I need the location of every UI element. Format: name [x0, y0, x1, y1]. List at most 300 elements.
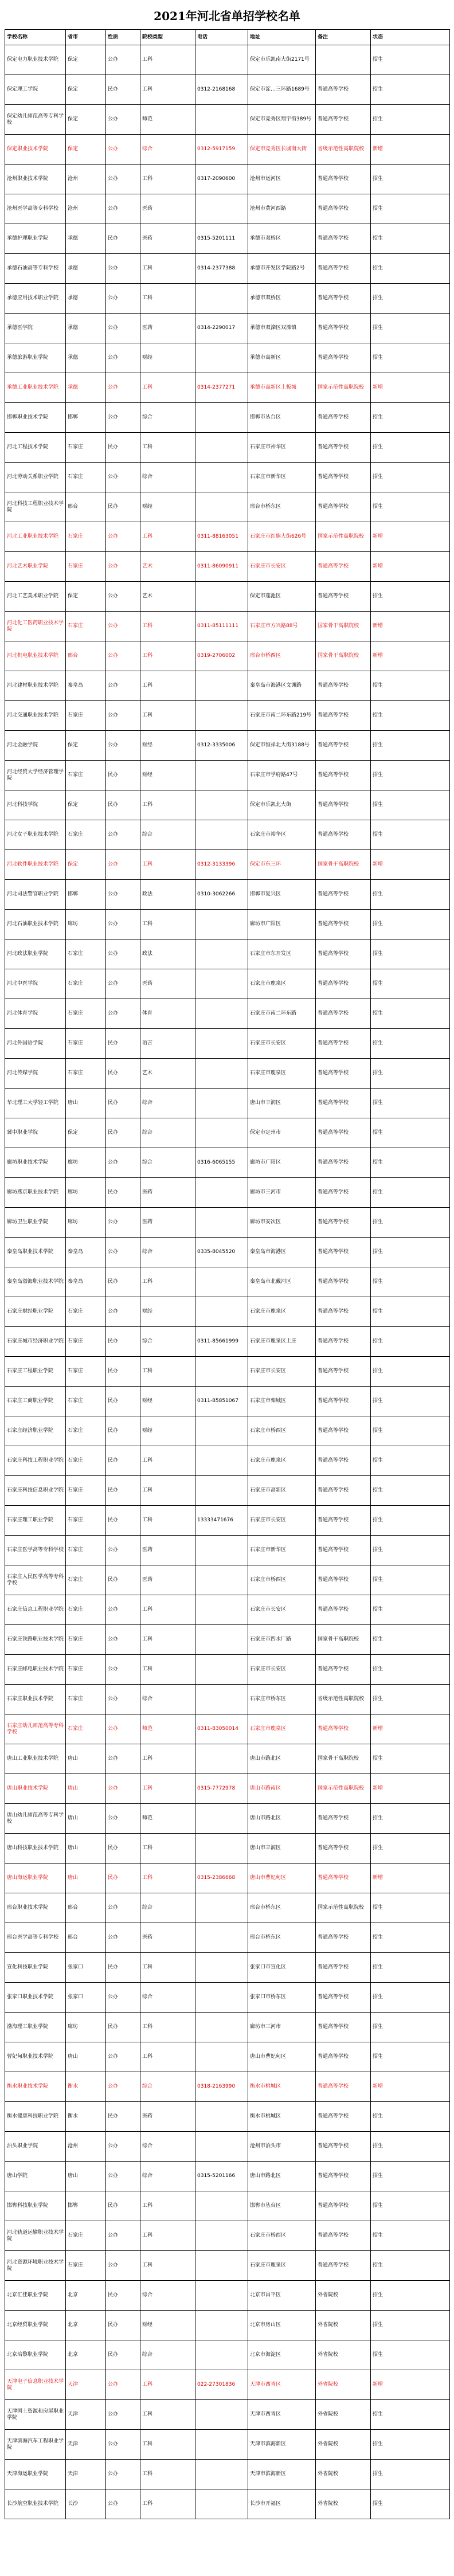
nature-cell: 民办 — [106, 492, 140, 522]
address-cell: 廊坊市三河市 — [248, 1178, 316, 1208]
status-cell: 招生 — [371, 969, 450, 999]
school-name-cell: 河北科技工程职业技术学院 — [5, 492, 66, 522]
address-cell: 保定市定州市 — [248, 1118, 316, 1148]
address-cell: 石家庄市桥西区 — [248, 1565, 316, 1595]
province-cell: 唐山 — [66, 1834, 106, 1864]
status-cell: 招生 — [371, 939, 450, 969]
status-cell: 招生 — [371, 820, 450, 850]
remarks-cell: 普通高等学校 — [316, 1357, 371, 1387]
type-cell: 综合 — [140, 1327, 195, 1357]
status-cell: 招生 — [371, 671, 450, 701]
status-cell: 新增 — [371, 2072, 450, 2102]
type-cell: 工科 — [140, 612, 195, 641]
table-row — [5, 2460, 450, 2489]
status-cell: 新增 — [371, 2370, 450, 2400]
status-cell: 招生 — [371, 1565, 450, 1595]
province-cell: 唐山 — [66, 1089, 106, 1118]
school-name-cell: 沧州医学高等专科学校 — [5, 194, 66, 224]
type-cell: 医药 — [140, 1178, 195, 1208]
province-cell: 石家庄 — [66, 1387, 106, 1416]
nature-cell: 民办 — [106, 1059, 140, 1089]
school-name-cell: 邯郸科技职业学院 — [5, 2191, 66, 2221]
province-cell: 石家庄 — [66, 1476, 106, 1506]
school-name-cell: 石家庄邮电职业技术学院 — [5, 1655, 66, 1685]
school-name-cell: 石家庄科技工程职业学院 — [5, 1446, 66, 1476]
nature-cell: 公办 — [106, 1923, 140, 1953]
remarks-cell: 普通高等学校 — [316, 671, 371, 701]
table-row — [5, 1297, 450, 1327]
phone-cell — [195, 2340, 248, 2370]
province-cell: 唐山 — [66, 1864, 106, 1893]
address-cell: 石家庄市新华区 — [248, 1536, 316, 1565]
status-cell: 招生 — [371, 1983, 450, 2013]
remarks-cell: 普通高等学校 — [316, 731, 371, 761]
school-name-cell: 河北交通职业技术学院 — [5, 701, 66, 731]
province-cell: 天津 — [66, 2460, 106, 2489]
type-cell: 财经 — [140, 1387, 195, 1416]
phone-cell: 0314-2377271 — [195, 373, 248, 403]
address-cell: 承德市开发区学院路2号 — [248, 254, 316, 284]
table-row — [5, 135, 450, 165]
nature-cell: 公办 — [106, 582, 140, 612]
nature-cell: 公办 — [106, 850, 140, 880]
status-cell: 招生 — [371, 2311, 450, 2340]
phone-cell — [195, 1208, 248, 1238]
remarks-cell: 省级示范性高职院校 — [316, 1685, 371, 1714]
address-cell: 天津市西青区 — [248, 2370, 316, 2400]
province-cell: 唐山 — [66, 1744, 106, 1774]
type-cell: 财经 — [140, 2311, 195, 2340]
address-cell: 石家庄市鹿泉区 — [248, 1446, 316, 1476]
province-cell: 唐山 — [66, 2162, 106, 2191]
status-cell: 招生 — [371, 701, 450, 731]
table-row — [5, 224, 450, 254]
province-cell: 廊坊 — [66, 910, 106, 939]
address-cell: 唐山市丰润区 — [248, 1089, 316, 1118]
phone-cell: 0315-5201111 — [195, 224, 248, 254]
remarks-cell: 外省院校 — [316, 2340, 371, 2370]
phone-cell — [195, 492, 248, 522]
type-cell: 艺术 — [140, 1059, 195, 1089]
phone-cell — [195, 1655, 248, 1685]
phone-cell — [195, 1536, 248, 1565]
school-name-cell: 河北劳动关系职业学院 — [5, 463, 66, 492]
school-name-cell: 承德工业职业技术学院 — [5, 373, 66, 403]
phone-cell — [195, 1565, 248, 1595]
table-row — [5, 2340, 450, 2370]
province-cell: 石家庄 — [66, 463, 106, 492]
nature-cell: 民办 — [106, 761, 140, 790]
status-cell: 招生 — [371, 1655, 450, 1685]
remarks-cell: 普通高等学校 — [316, 254, 371, 284]
remarks-cell: 外省院校 — [316, 2460, 371, 2489]
nature-cell: 公办 — [106, 45, 140, 75]
school-name-cell: 秦皇岛渤海职业技术学院 — [5, 1267, 66, 1297]
remarks-cell: 国家骨干高职院校 — [316, 612, 371, 641]
phone-cell — [195, 1178, 248, 1208]
status-cell: 招生 — [371, 2191, 450, 2221]
school-name-cell: 石家庄理工职业学院 — [5, 1506, 66, 1536]
phone-cell — [195, 671, 248, 701]
status-cell: 新增 — [371, 522, 450, 552]
remarks-cell: 国家示范性高职院校 — [316, 373, 371, 403]
remarks-cell: 普通高等学校 — [316, 433, 371, 463]
address-cell: 石家庄市鹿泉区 — [248, 1059, 316, 1089]
school-name-cell: 沧州职业技术学院 — [5, 165, 66, 194]
nature-cell: 公办 — [106, 284, 140, 314]
remarks-cell: 普通高等学校 — [316, 1655, 371, 1685]
phone-cell: 0312-5917159 — [195, 135, 248, 165]
status-cell: 招生 — [371, 1536, 450, 1565]
school-name-cell: 邯郸职业技术学院 — [5, 403, 66, 433]
school-name-cell: 保定幼儿师范高等专科学校 — [5, 105, 66, 135]
type-cell: 财经 — [140, 1297, 195, 1327]
table-row — [5, 2430, 450, 2460]
table-row — [5, 1148, 450, 1178]
table-row — [5, 1118, 450, 1148]
phone-cell — [195, 343, 248, 373]
province-cell: 承德 — [66, 224, 106, 254]
remarks-cell: 普通高等学校 — [316, 463, 371, 492]
school-name-cell: 保定理工学院 — [5, 75, 66, 105]
table-row — [5, 552, 450, 582]
remarks-cell: 普通高等学校 — [316, 552, 371, 582]
table-row — [5, 2013, 450, 2042]
school-name-cell: 石家庄科技信息职业学院 — [5, 1476, 66, 1506]
school-name-cell: 承德应用技术职业学院 — [5, 284, 66, 314]
type-cell: 工科 — [140, 2370, 195, 2400]
phone-cell: 0311-85111111 — [195, 612, 248, 641]
province-cell: 保定 — [66, 135, 106, 165]
table-row — [5, 1923, 450, 1953]
province-cell: 廊坊 — [66, 2013, 106, 2042]
province-cell: 石家庄 — [66, 701, 106, 731]
address-cell: 保定市淀…三环路1689号 — [248, 75, 316, 105]
province-cell: 石家庄 — [66, 999, 106, 1029]
table-row — [5, 969, 450, 999]
school-list-table — [5, 29, 450, 2519]
address-cell: 唐山市路南区 — [248, 1774, 316, 1804]
remarks-cell: 普通高等学校 — [316, 1118, 371, 1148]
nature-cell: 公办 — [106, 135, 140, 165]
school-name-cell: 承德旅游职业学院 — [5, 343, 66, 373]
nature-cell: 公办 — [106, 671, 140, 701]
nature-cell: 公办 — [106, 641, 140, 671]
address-cell: 石家庄市鹿泉区 — [248, 1297, 316, 1327]
school-name-cell: 承德护理职业学院 — [5, 224, 66, 254]
table-row — [5, 1387, 450, 1416]
phone-cell — [195, 1476, 248, 1506]
school-name-cell: 河北女子职业技术学院 — [5, 820, 66, 850]
nature-cell: 公办 — [106, 1208, 140, 1238]
phone-cell: 0311-85851067 — [195, 1387, 248, 1416]
nature-cell: 公办 — [106, 820, 140, 850]
address-cell: 唐山市路北区 — [248, 1744, 316, 1774]
address-cell: 廊坊市三河市 — [248, 2013, 316, 2042]
phone-cell — [195, 1744, 248, 1774]
status-cell: 招生 — [371, 1238, 450, 1267]
remarks-cell — [316, 45, 371, 75]
school-name-cell: 廊坊卫生职业学院 — [5, 1208, 66, 1238]
province-cell: 承德 — [66, 373, 106, 403]
province-cell: 石家庄 — [66, 1625, 106, 1655]
phone-cell — [195, 1267, 248, 1297]
table-row — [5, 254, 450, 284]
address-cell: 石家庄市四水厂路 — [248, 1625, 316, 1655]
address-cell: 石家庄市鹿泉区 — [248, 2251, 316, 2281]
nature-cell: 公办 — [106, 2072, 140, 2102]
remarks-cell: 普通高等学校 — [316, 2221, 371, 2251]
table-row — [5, 284, 450, 314]
phone-cell — [195, 1625, 248, 1655]
table-row — [5, 2221, 450, 2251]
phone-cell — [195, 2132, 248, 2162]
status-cell: 招生 — [371, 433, 450, 463]
province-cell: 承德 — [66, 343, 106, 373]
address-cell: 石家庄市长安区 — [248, 1029, 316, 1059]
header-school-type: 院校类型 — [140, 30, 195, 45]
remarks-cell: 普通高等学校 — [316, 969, 371, 999]
province-cell: 石家庄 — [66, 1565, 106, 1595]
type-cell: 工科 — [140, 2251, 195, 2281]
address-cell: 廊坊市广阳区 — [248, 910, 316, 939]
address-cell: 保定市恒祥北大街3188号 — [248, 731, 316, 761]
address-cell: 廊坊市安次区 — [248, 1208, 316, 1238]
nature-cell: 公办 — [106, 1595, 140, 1625]
nature-cell: 公办 — [106, 612, 140, 641]
nature-cell: 公办 — [106, 910, 140, 939]
nature-cell: 民办 — [106, 1387, 140, 1416]
table-row — [5, 2370, 450, 2400]
province-cell: 石家庄 — [66, 1714, 106, 1744]
school-name-cell: 北京经贸职业学院 — [5, 2311, 66, 2340]
school-name-cell: 天津国土资源和房屋职业学院 — [5, 2400, 66, 2430]
type-cell: 工科 — [140, 1655, 195, 1685]
remarks-cell: 普通高等学校 — [316, 1267, 371, 1297]
remarks-cell: 外省院校 — [316, 2370, 371, 2400]
address-cell: 承德市高新区上板城 — [248, 373, 316, 403]
table-row — [5, 1208, 450, 1238]
type-cell: 工科 — [140, 790, 195, 820]
remarks-cell: 国家骨干高职院校 — [316, 641, 371, 671]
phone-cell: 0318-2163990 — [195, 2072, 248, 2102]
nature-cell: 公办 — [106, 1536, 140, 1565]
type-cell: 体育 — [140, 999, 195, 1029]
table-row — [5, 1416, 450, 1446]
province-cell: 唐山 — [66, 1774, 106, 1804]
province-cell: 北京 — [66, 2340, 106, 2370]
type-cell: 医药 — [140, 969, 195, 999]
address-cell: 石家庄市高新区 — [248, 1476, 316, 1506]
province-cell: 石家庄 — [66, 1327, 106, 1357]
remarks-cell: 普通高等学校 — [316, 1148, 371, 1178]
type-cell: 工科 — [140, 522, 195, 552]
remarks-cell: 国家骨干高职院校 — [316, 1625, 371, 1655]
type-cell: 师范 — [140, 1714, 195, 1744]
phone-cell — [195, 194, 248, 224]
phone-cell — [195, 105, 248, 135]
address-cell: 衡水市桃城区 — [248, 2072, 316, 2102]
school-name-cell: 张家口职业技术学院 — [5, 1983, 66, 2013]
address-cell: 石家庄市裕华区 — [248, 433, 316, 463]
remarks-cell: 普通高等学校 — [316, 1714, 371, 1744]
type-cell: 综合 — [140, 1238, 195, 1267]
nature-cell: 公办 — [106, 254, 140, 284]
nature-cell: 公办 — [106, 1983, 140, 2013]
phone-cell — [195, 45, 248, 75]
status-cell: 招生 — [371, 731, 450, 761]
nature-cell: 民办 — [106, 1327, 140, 1357]
status-cell: 招生 — [371, 1059, 450, 1089]
status-cell: 招生 — [371, 2340, 450, 2370]
school-name-cell: 天津滨海汽车工程职业学院 — [5, 2430, 66, 2460]
status-cell: 招生 — [371, 999, 450, 1029]
table-row — [5, 641, 450, 671]
type-cell: 医药 — [140, 1565, 195, 1595]
table-row — [5, 2042, 450, 2072]
school-name-cell: 衡水健康科技职业学院 — [5, 2102, 66, 2132]
school-name-cell: 河北石油职业技术学院 — [5, 910, 66, 939]
province-cell: 邯郸 — [66, 2191, 106, 2221]
school-name-cell: 天津电子信息职业技术学院 — [5, 2370, 66, 2400]
remarks-cell: 国家示范性高职院校 — [316, 522, 371, 552]
status-cell: 招生 — [371, 1387, 450, 1416]
province-cell: 保定 — [66, 850, 106, 880]
remarks-cell: 普通高等学校 — [316, 1804, 371, 1834]
province-cell: 邯郸 — [66, 880, 106, 910]
type-cell: 工科 — [140, 45, 195, 75]
province-cell: 石家庄 — [66, 761, 106, 790]
address-cell: 邢台市桥东区 — [248, 1893, 316, 1923]
type-cell: 综合 — [140, 1089, 195, 1118]
school-name-cell: 河北建材职业技术学院 — [5, 671, 66, 701]
remarks-cell: 外省院校 — [316, 2311, 371, 2340]
nature-cell: 公办 — [106, 731, 140, 761]
type-cell: 综合 — [140, 1685, 195, 1714]
school-name-cell: 石家庄信息工程职业学院 — [5, 1595, 66, 1625]
status-cell: 招生 — [371, 1595, 450, 1625]
table-row — [5, 1267, 450, 1297]
nature-cell: 公办 — [106, 1774, 140, 1804]
status-cell: 招生 — [371, 2221, 450, 2251]
school-name-cell: 华北理工大学轻工学院 — [5, 1089, 66, 1118]
type-cell: 工科 — [140, 165, 195, 194]
province-cell: 张家口 — [66, 1953, 106, 1983]
phone-cell: 0316-6065155 — [195, 1148, 248, 1178]
type-cell: 综合 — [140, 2281, 195, 2311]
phone-cell — [195, 2013, 248, 2042]
status-cell: 招生 — [371, 1267, 450, 1297]
school-name-cell: 石家庄人民医学高等专科学校 — [5, 1565, 66, 1595]
school-name-cell: 渤海理工职业学院 — [5, 2013, 66, 2042]
nature-cell: 公办 — [106, 939, 140, 969]
address-cell: 石家庄市新华区 — [248, 463, 316, 492]
province-cell: 石家庄 — [66, 1416, 106, 1446]
type-cell: 工科 — [140, 850, 195, 880]
table-row — [5, 433, 450, 463]
nature-cell: 民办 — [106, 2281, 140, 2311]
phone-cell: 13333471676 — [195, 1506, 248, 1536]
table-row — [5, 1864, 450, 1893]
status-cell: 招生 — [371, 2400, 450, 2430]
nature-cell: 公办 — [106, 1148, 140, 1178]
status-cell: 招生 — [371, 2251, 450, 2281]
remarks-cell: 普通高等学校 — [316, 761, 371, 790]
address-cell: 邯郸市丛台区 — [248, 2191, 316, 2221]
type-cell: 综合 — [140, 2162, 195, 2191]
province-cell: 天津 — [66, 2400, 106, 2430]
page-title: 2021年河北省单招学校名单 — [154, 9, 300, 23]
type-cell: 语言 — [140, 1029, 195, 1059]
address-cell: 石家庄市长安区 — [248, 1357, 316, 1387]
type-cell: 医药 — [140, 1536, 195, 1565]
phone-cell — [195, 1804, 248, 1834]
type-cell: 工科 — [140, 671, 195, 701]
table-row — [5, 2132, 450, 2162]
status-cell: 招生 — [371, 403, 450, 433]
address-cell: 保定市莲池区 — [248, 582, 316, 612]
address-cell: 石家庄市学府路47号 — [248, 761, 316, 790]
nature-cell: 公办 — [106, 880, 140, 910]
table-row — [5, 2102, 450, 2132]
type-cell: 财经 — [140, 761, 195, 790]
table-row — [5, 2251, 450, 2281]
phone-cell — [195, 2251, 248, 2281]
remarks-cell: 普通高等学校 — [316, 1476, 371, 1506]
phone-cell: 0335-8045520 — [195, 1238, 248, 1267]
school-name-cell: 承德石油高等专科学校 — [5, 254, 66, 284]
nature-cell: 公办 — [106, 314, 140, 343]
remarks-cell: 普通高等学校 — [316, 1416, 371, 1446]
table-row — [5, 194, 450, 224]
table-row — [5, 2281, 450, 2311]
status-cell: 新增 — [371, 373, 450, 403]
nature-cell: 公办 — [106, 194, 140, 224]
table-row — [5, 492, 450, 522]
province-cell: 石家庄 — [66, 552, 106, 582]
school-name-cell: 河北政法职业学院 — [5, 939, 66, 969]
type-cell: 综合 — [140, 820, 195, 850]
nature-cell: 公办 — [106, 2430, 140, 2460]
nature-cell: 公办 — [106, 165, 140, 194]
status-cell: 招生 — [371, 1089, 450, 1118]
province-cell: 石家庄 — [66, 522, 106, 552]
remarks-cell: 普通高等学校 — [316, 1446, 371, 1476]
phone-cell: 022-27301836 — [195, 2370, 248, 2400]
phone-cell — [195, 2191, 248, 2221]
table-row — [5, 880, 450, 910]
school-name-cell: 冀中职业学院 — [5, 1118, 66, 1148]
province-cell: 石家庄 — [66, 1029, 106, 1059]
province-cell: 廊坊 — [66, 1208, 106, 1238]
school-name-cell: 河北软件职业技术学院 — [5, 850, 66, 880]
status-cell: 招生 — [371, 1297, 450, 1327]
phone-cell: 0310-3062266 — [195, 880, 248, 910]
table-row — [5, 1476, 450, 1506]
province-cell: 廊坊 — [66, 1178, 106, 1208]
table-row — [5, 612, 450, 641]
school-name-cell: 石家庄经济职业学院 — [5, 1416, 66, 1446]
school-name-cell: 邢台职业技术学院 — [5, 1893, 66, 1923]
remarks-cell: 普通高等学校 — [316, 2042, 371, 2072]
province-cell: 天津 — [66, 2430, 106, 2460]
table-row — [5, 1625, 450, 1655]
nature-cell: 民办 — [106, 1178, 140, 1208]
remarks-cell: 普通高等学校 — [316, 403, 371, 433]
table-row — [5, 1029, 450, 1059]
remarks-cell: 普通高等学校 — [316, 224, 371, 254]
table-row — [5, 1685, 450, 1714]
